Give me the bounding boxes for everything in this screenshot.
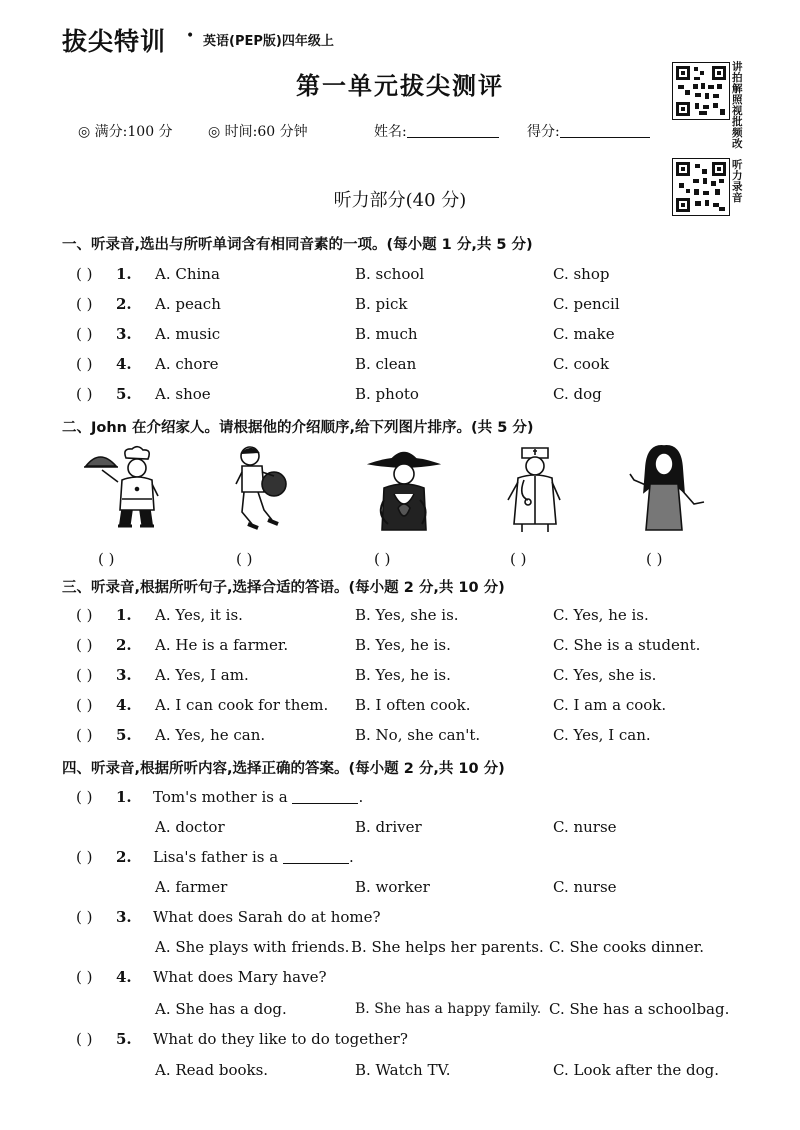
qr-label-listening: 听力录音 bbox=[732, 159, 743, 204]
part3-questions bbox=[0, 605, 800, 755]
answer-bracket[interactable]: ( ) bbox=[76, 325, 93, 343]
answer-blank[interactable] bbox=[283, 849, 349, 864]
answer-bracket[interactable]: ( ) bbox=[76, 726, 93, 744]
question-stem: Lisa's father is a . bbox=[153, 848, 354, 866]
option-b: B. worker bbox=[355, 878, 430, 896]
answer-bracket[interactable]: ( ) bbox=[76, 265, 93, 283]
question-number: 5. bbox=[116, 1030, 132, 1048]
answer-bracket[interactable]: ( ) bbox=[76, 1030, 93, 1048]
option-b: B. Yes, she is. bbox=[355, 606, 459, 624]
answer-bracket[interactable]: ( ) bbox=[76, 606, 93, 624]
picture-1-bracket[interactable]: ( ) bbox=[98, 550, 115, 568]
option-c: C. Yes, he is. bbox=[553, 606, 649, 624]
qr-label-review: 讲拍解照视批频改 bbox=[732, 61, 743, 150]
question-number: 2. bbox=[116, 636, 132, 654]
option-a: A. peach bbox=[155, 295, 221, 313]
part4-heading: 四、听录音,根据所听内容,选择正确的答案。(每小题 2 分,共 10 分) bbox=[62, 761, 505, 777]
full-marks: ◎ 满分:100 分 bbox=[78, 124, 173, 140]
option-b: B. photo bbox=[355, 385, 419, 403]
option-a: A. shoe bbox=[155, 385, 211, 403]
question-stem: What does Mary have? bbox=[153, 968, 327, 986]
answer-bracket[interactable]: ( ) bbox=[76, 666, 93, 684]
name-line bbox=[407, 123, 499, 138]
question-number: 5. bbox=[116, 726, 132, 744]
option-a: A. He is a farmer. bbox=[155, 636, 289, 654]
option-a: A. I can cook for them. bbox=[155, 696, 329, 714]
score-field[interactable] bbox=[527, 121, 650, 141]
header-dot: • bbox=[186, 28, 195, 44]
question-number: 3. bbox=[116, 325, 132, 343]
answer-bracket[interactable]: ( ) bbox=[76, 355, 93, 373]
option-b: B. much bbox=[355, 325, 418, 343]
picture-5-bracket[interactable]: ( ) bbox=[646, 550, 663, 568]
question-number: 2. bbox=[116, 295, 132, 313]
score-label: 得分: bbox=[527, 124, 560, 140]
answer-blank[interactable] bbox=[292, 789, 358, 804]
doctor-picture bbox=[500, 444, 570, 540]
option-a: A. chore bbox=[155, 355, 219, 373]
question-number: 4. bbox=[116, 696, 132, 714]
question-stem: What do they like to do together? bbox=[153, 1030, 408, 1048]
question-number: 5. bbox=[116, 385, 132, 403]
farmer-picture bbox=[364, 444, 444, 540]
answer-bracket[interactable]: ( ) bbox=[76, 295, 93, 313]
time-limit: ◎ 时间:60 分钟 bbox=[208, 124, 308, 140]
option-c: C. She cooks dinner. bbox=[549, 938, 704, 956]
answer-bracket[interactable]: ( ) bbox=[76, 968, 93, 986]
option-a: A. She plays with friends. bbox=[155, 938, 350, 956]
option-b: B. Yes, he is. bbox=[355, 636, 451, 654]
option-c: C. pencil bbox=[553, 295, 620, 313]
brand-title: 拔尖特训 bbox=[62, 27, 167, 56]
picture-2-bracket[interactable]: ( ) bbox=[236, 550, 253, 568]
page-title: 第一单元拔尖测评 bbox=[296, 71, 504, 100]
answer-bracket[interactable]: ( ) bbox=[76, 636, 93, 654]
option-c: C. nurse bbox=[553, 878, 617, 896]
option-c: C. I am a cook. bbox=[553, 696, 667, 714]
question-number: 3. bbox=[116, 908, 132, 926]
option-b: B. Watch TV. bbox=[355, 1061, 451, 1079]
option-a: A. Read books. bbox=[155, 1061, 269, 1079]
question-number: 3. bbox=[116, 666, 132, 684]
option-b: B. She helps her parents. bbox=[351, 938, 544, 956]
option-a: A. Yes, he can. bbox=[155, 726, 266, 744]
qr-code-icon bbox=[672, 62, 730, 120]
question-number: 4. bbox=[116, 968, 132, 986]
option-c: C. Yes, I can. bbox=[553, 726, 651, 744]
option-a: A. music bbox=[155, 325, 221, 343]
option-c: C. cook bbox=[553, 355, 610, 373]
option-c: C. Look after the dog. bbox=[553, 1061, 720, 1079]
option-a: A. She has a dog. bbox=[155, 1000, 287, 1018]
option-c: C. make bbox=[553, 325, 615, 343]
option-b: B. clean bbox=[355, 355, 417, 373]
option-b: B. Yes, he is. bbox=[355, 666, 451, 684]
option-c: C. nurse bbox=[553, 818, 617, 836]
part1-questions bbox=[0, 264, 800, 414]
option-c: C. dog bbox=[553, 385, 602, 403]
option-c: C. shop bbox=[553, 265, 610, 283]
listening-section-title: 听力部分(40 分) bbox=[333, 190, 467, 211]
name-label: 姓名: bbox=[374, 124, 407, 140]
option-a: A. China bbox=[155, 265, 220, 283]
part2-heading: 二、John 在介绍家人。请根据他的介绍顺序,给下列图片排序。(共 5 分) bbox=[62, 420, 534, 436]
score-line bbox=[560, 123, 650, 138]
part1-heading: 一、听录音,选出与所听单词含有相同音素的一项。(每小题 1 分,共 5 分) bbox=[62, 237, 533, 253]
name-field[interactable] bbox=[374, 121, 499, 141]
part4-questions bbox=[0, 787, 800, 1087]
chef-picture bbox=[82, 444, 162, 540]
picture-4-bracket[interactable]: ( ) bbox=[510, 550, 527, 568]
option-a: A. farmer bbox=[155, 878, 228, 896]
basketball-boy-picture bbox=[228, 444, 298, 540]
option-b: B. I often cook. bbox=[355, 696, 471, 714]
option-c: C. She is a student. bbox=[553, 636, 701, 654]
answer-bracket[interactable]: ( ) bbox=[76, 385, 93, 403]
option-b: B. driver bbox=[355, 818, 422, 836]
option-c: C. She has a schoolbag. bbox=[549, 1000, 730, 1018]
question-stem: Tom's mother is a . bbox=[153, 788, 364, 806]
question-number: 1. bbox=[116, 265, 132, 283]
girl-picture bbox=[628, 444, 708, 540]
option-a: A. Yes, it is. bbox=[155, 606, 243, 624]
answer-bracket[interactable]: ( ) bbox=[76, 848, 93, 866]
option-b: B. pick bbox=[355, 295, 408, 313]
option-b: B. No, she can't. bbox=[355, 726, 481, 744]
question-number: 1. bbox=[116, 788, 132, 806]
picture-3-bracket[interactable]: ( ) bbox=[374, 550, 391, 568]
question-number: 2. bbox=[116, 848, 132, 866]
option-b: B. She has a happy family. bbox=[355, 1001, 542, 1017]
edition-label: 英语(PEP版)四年级上 bbox=[203, 34, 334, 49]
answer-bracket[interactable]: ( ) bbox=[76, 788, 93, 806]
option-b: B. school bbox=[355, 265, 425, 283]
question-number: 1. bbox=[116, 606, 132, 624]
option-a: A. doctor bbox=[155, 818, 225, 836]
option-a: A. Yes, I am. bbox=[155, 666, 249, 684]
answer-bracket[interactable]: ( ) bbox=[76, 696, 93, 714]
question-number: 4. bbox=[116, 355, 132, 373]
part3-heading: 三、听录音,根据所听句子,选择合适的答语。(每小题 2 分,共 10 分) bbox=[62, 580, 505, 596]
question-stem: What does Sarah do at home? bbox=[153, 908, 381, 926]
answer-bracket[interactable]: ( ) bbox=[76, 908, 93, 926]
option-c: C. Yes, she is. bbox=[553, 666, 657, 684]
